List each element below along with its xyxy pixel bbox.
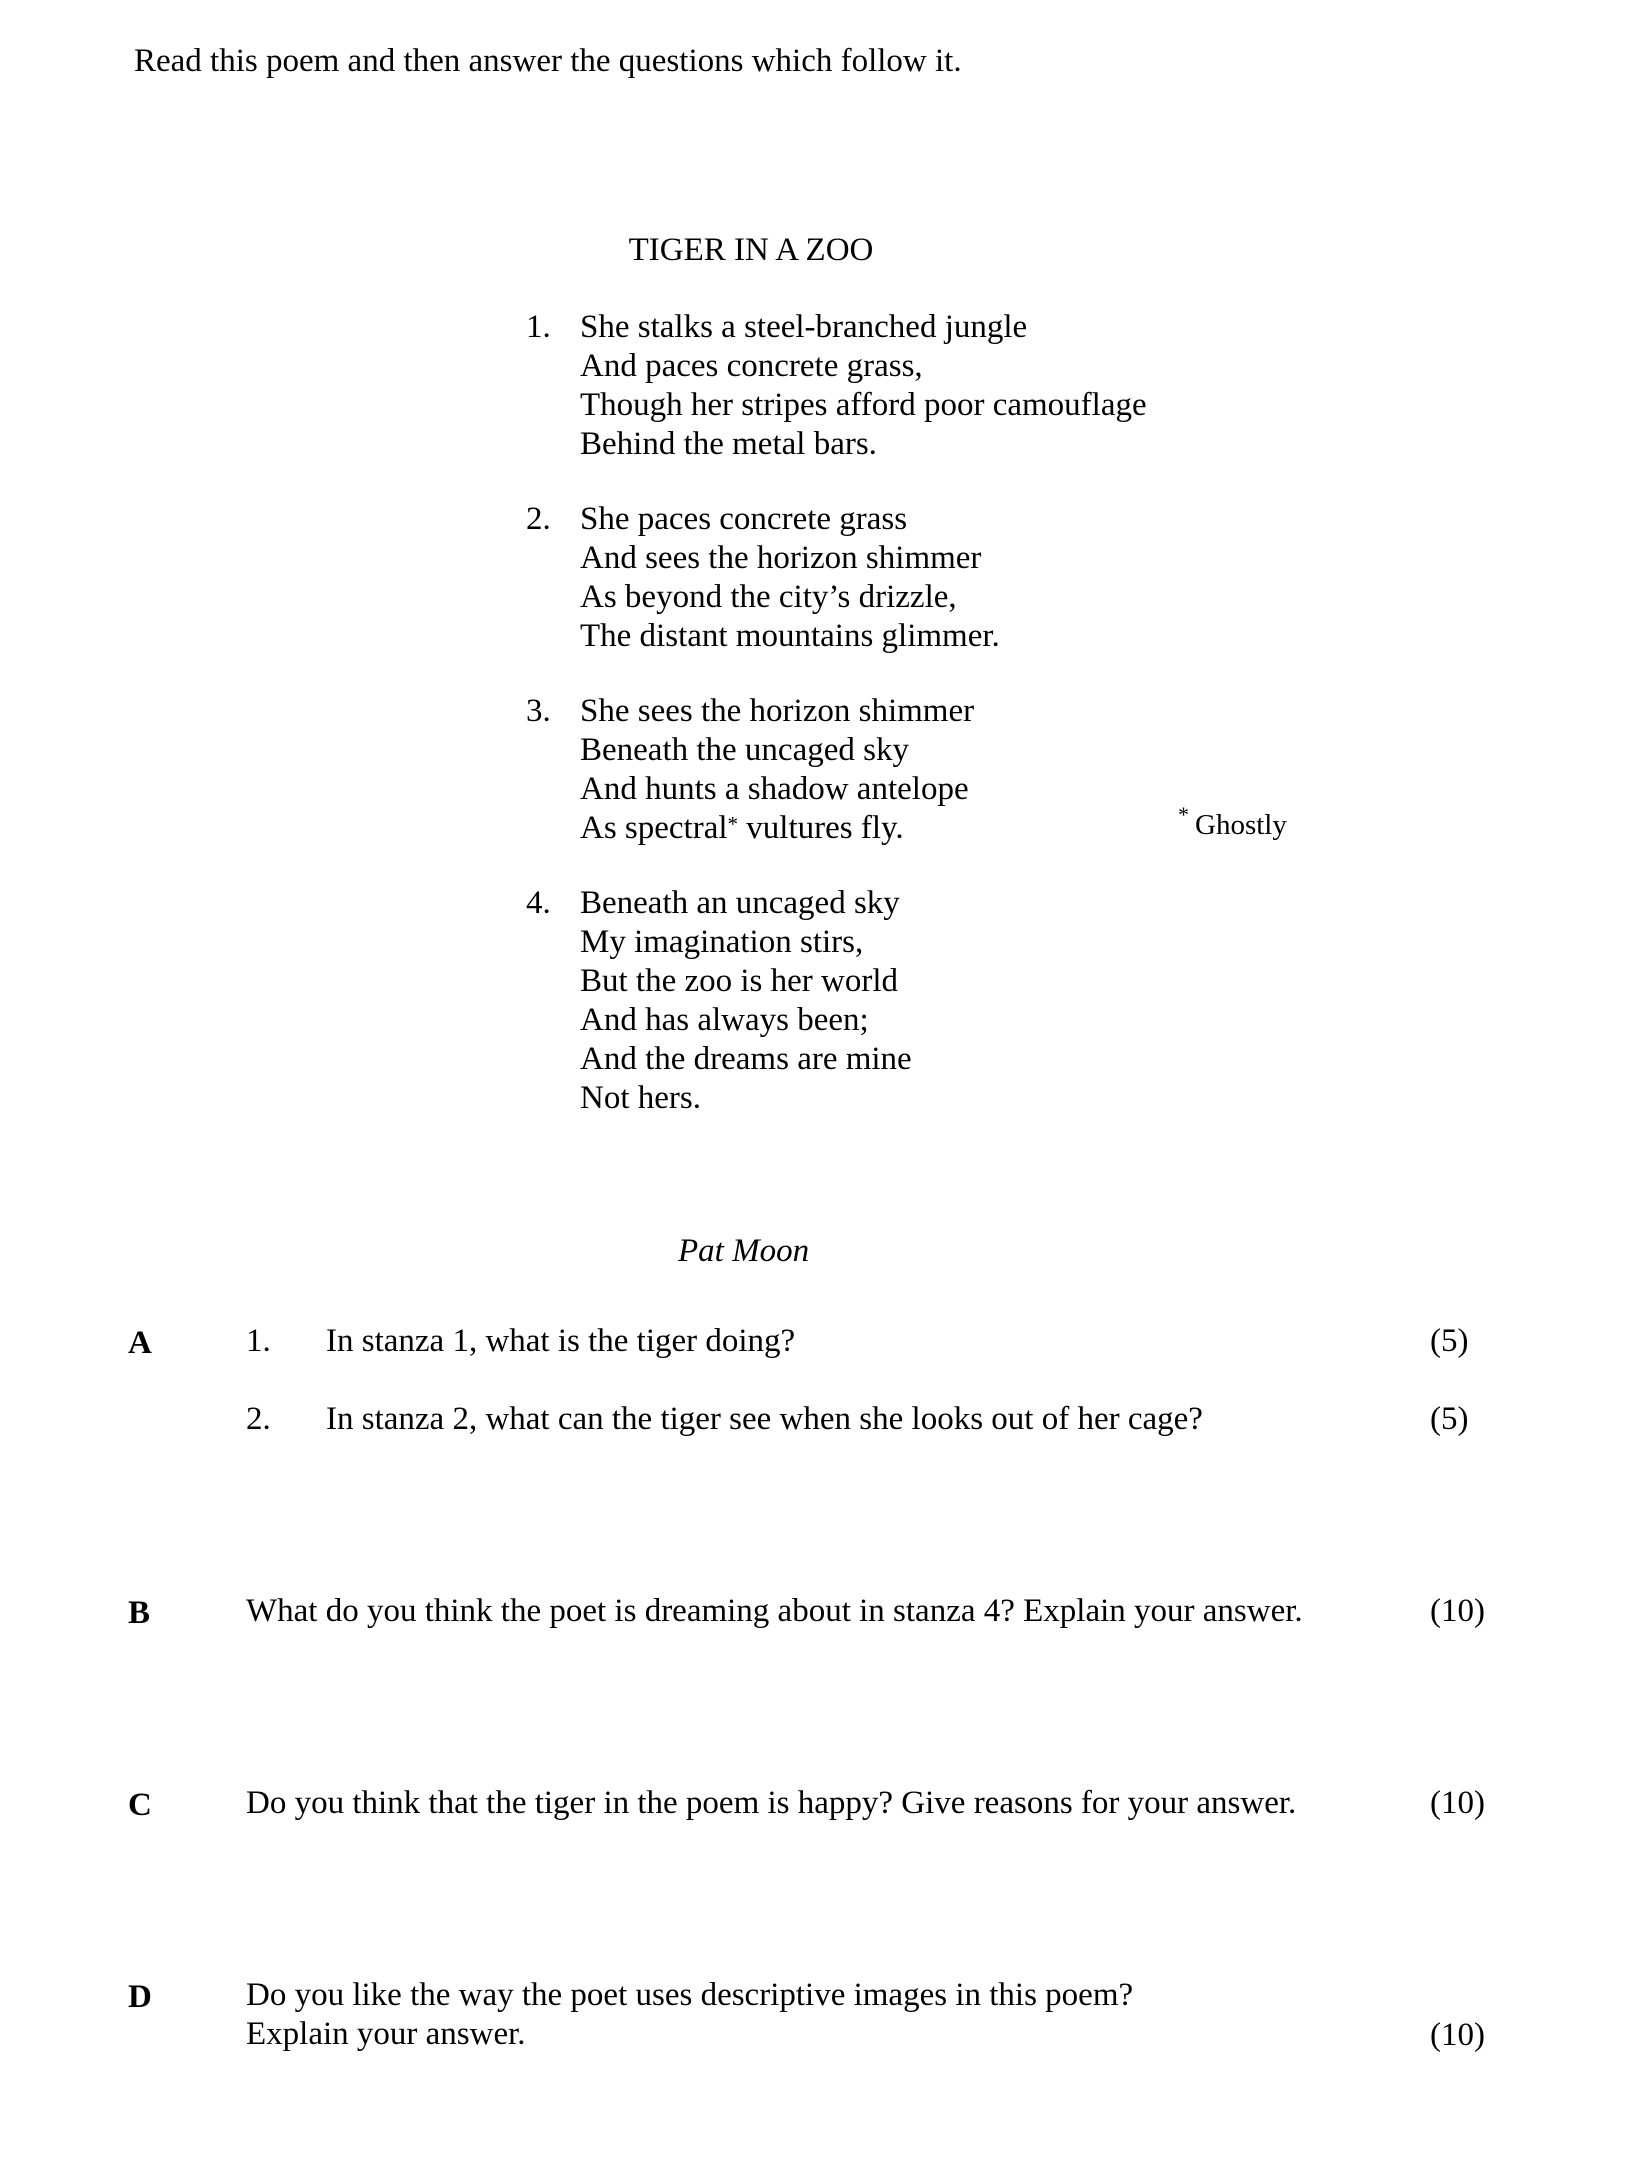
question-text: In stanza 1, what is the tiger doing? (326, 1323, 796, 1359)
section-b-letter: B (128, 1595, 151, 1631)
question-marks: (10) (1430, 2017, 1485, 2053)
poem-line: She stalks a steel-branched jungle (580, 309, 1028, 345)
question-text: What do you think the poet is dreaming about in stanza 4? Explain your answer. (246, 1593, 1303, 1629)
poem-line: She sees the horizon shimmer (580, 693, 975, 729)
question-text: In stanza 2, what can the tiger see when she looks out of her cage? (326, 1401, 1203, 1437)
poem-line-end: vultures fly. (738, 810, 904, 846)
question-line: Do you like the way the poet uses descriptive images in this poem? (246, 1977, 1134, 2013)
poem-line: She paces concrete grass (580, 501, 908, 537)
question-number: 2. (246, 1401, 271, 1437)
question-marks: (5) (1430, 1323, 1469, 1359)
question-text: Do you think that the tiger in the poem is happy? Give reasons for your answer. (246, 1785, 1297, 1821)
poem-line: Not hers. (580, 1080, 701, 1116)
poem-author: Pat Moon (678, 1233, 810, 1269)
poem-line: Behind the metal bars. (580, 426, 877, 462)
section-a-letter: A (128, 1325, 152, 1361)
poem-line-start: As spectral (580, 810, 728, 846)
question-line: Explain your answer. (246, 2016, 526, 2052)
question-marks: (10) (1430, 1593, 1485, 1629)
stanza-number: 2. (526, 501, 551, 537)
poem-title: TIGER IN A ZOO (628, 232, 874, 268)
poem-line: And paces concrete grass, (580, 348, 923, 384)
poem-line: Beneath an uncaged sky (580, 885, 900, 921)
stanza-number: 4. (526, 885, 551, 921)
stanza-number: 3. (526, 693, 551, 729)
stanza-lines (580, 500, 1000, 656)
footnote-marker: * (727, 812, 739, 836)
question-text (246, 1976, 1133, 2054)
poem-line: And the dreams are mine (580, 1041, 912, 1077)
poem-line: But the zoo is her world (580, 963, 899, 999)
question-marks: (5) (1430, 1401, 1469, 1437)
poem-line: And hunts a shadow antelope (580, 771, 969, 807)
footnote-marker: * (1178, 802, 1189, 827)
poem-line (580, 809, 974, 848)
stanza-lines (580, 692, 974, 848)
poem-line: Though her stripes afford poor camouflage (580, 387, 1147, 423)
poem-line: The distant mountains glimmer. (580, 618, 1000, 654)
section-c-letter: C (128, 1787, 152, 1823)
poem-line: As beyond the city’s drizzle, (580, 579, 957, 615)
section-d-letter: D (128, 1979, 152, 2015)
question-marks: (10) (1430, 1785, 1485, 1821)
question-number: 1. (246, 1323, 271, 1359)
poem-line: My imagination stirs, (580, 924, 864, 960)
stanza-lines (580, 308, 1147, 464)
poem-line: Beneath the uncaged sky (580, 732, 909, 768)
poem-line: And has always been; (580, 1002, 869, 1038)
footnote-text: Ghostly (1195, 809, 1287, 841)
poem-line: And sees the horizon shimmer (580, 540, 982, 576)
footnote (1178, 802, 1287, 844)
stanza-lines (580, 884, 912, 1118)
instruction-text: Read this poem and then answer the questions which follow it. (134, 43, 962, 79)
stanza-number: 1. (526, 309, 551, 345)
